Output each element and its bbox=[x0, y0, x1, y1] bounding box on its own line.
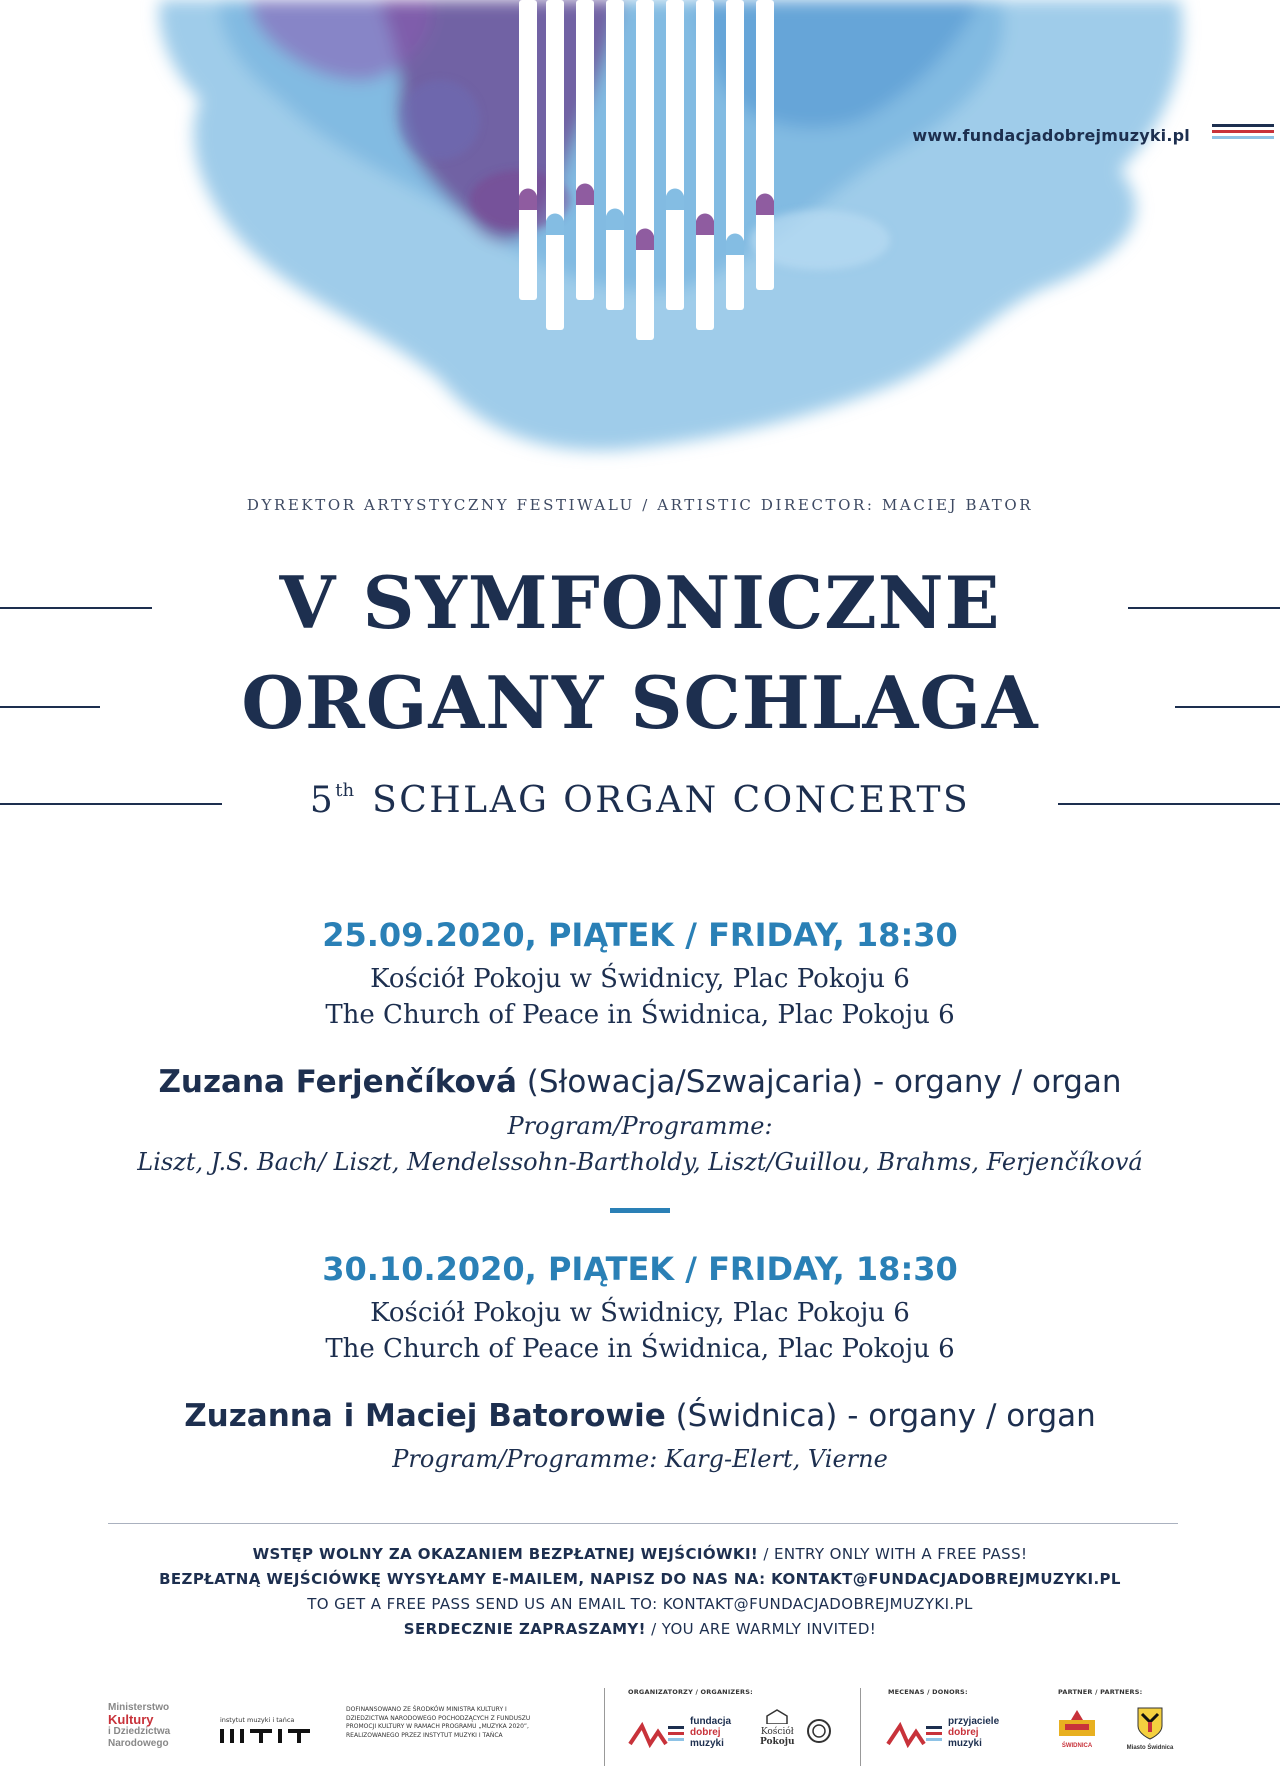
organizer-fundacja-logo: fundacja dobrej muzyki bbox=[628, 1716, 731, 1749]
seal-icon bbox=[806, 1718, 832, 1744]
pdm-logo-icon bbox=[886, 1718, 944, 1748]
footer-divider-1 bbox=[604, 1688, 605, 1766]
organ-pipe bbox=[696, 0, 714, 330]
organ-pipe-mouth bbox=[576, 184, 594, 206]
organ-pipe-mouth bbox=[606, 209, 624, 231]
organizers-label: ORGANIZATORZY / ORGANIZERS: bbox=[628, 1688, 753, 1696]
organ-pipe bbox=[606, 0, 624, 310]
event1-program: Liszt, J.S. Bach/ Liszt, Mendelssohn-Bartholdy, Liszt/Guillou, Brahms, Ferjenčíková bbox=[137, 1148, 1143, 1176]
donor-przyjaciele-logo: przyjaciele dobrej muzyki bbox=[886, 1716, 999, 1749]
fdm-logo-icon bbox=[628, 1718, 686, 1748]
event2-venue-en: The Church of Peace in Świdnica, Plac Pokoju 6 bbox=[325, 1334, 955, 1364]
event1-performer: Zuzana Ferjenčíková (Słowacja/Szwajcaria) - organy / organ bbox=[158, 1064, 1122, 1100]
event2-performer: Zuzanna i Maciej Batorowie (Świdnica) - organy / organ bbox=[184, 1398, 1096, 1434]
event1-program-label: Program/Programme: bbox=[507, 1112, 773, 1140]
footer-divider-2 bbox=[860, 1688, 861, 1766]
organ-pipe bbox=[519, 0, 537, 300]
info-line-email-pl: BEZPŁATNĄ WEJŚCIÓWKĘ WYSYŁAMY E-MAILEM, NAPISZ DO NAS NA: KONTAKT@FUNDACJADOBREJMUZYKI.PL bbox=[159, 1570, 1121, 1588]
website-url[interactable]: www.fundacjadobrejmuzyki.pl bbox=[912, 126, 1190, 145]
ministry-logo: Ministerstwo Kultury i Dziedzictwa Narodowego bbox=[108, 1702, 171, 1749]
organ-pipe-mouth bbox=[756, 194, 774, 216]
imit-logo: instytut muzyki i tańca bbox=[220, 1716, 312, 1750]
organ-pipe bbox=[666, 0, 684, 310]
organizer-kosciol-logo: Kościół Pokoju bbox=[760, 1708, 795, 1747]
swidnica-emblem-icon bbox=[1057, 1708, 1097, 1738]
event1-date: 25.09.2020, PIĄTEK / FRIDAY, 18:30 bbox=[322, 916, 958, 954]
artistic-director-line: DYREKTOR ARTYSTYCZNY FESTIWALU / ARTISTIC DIRECTOR: MACIEJ BATOR bbox=[246, 496, 1034, 514]
organ-pipe-mouth bbox=[519, 189, 537, 211]
festival-subtitle: 5th SCHLAG ORGAN CONCERTS bbox=[309, 780, 971, 821]
partner-swidnica-logo: ŚWIDNICA bbox=[1054, 1708, 1100, 1750]
organ-pipe-mouth bbox=[546, 214, 564, 236]
organ-pipe bbox=[576, 0, 594, 300]
info-line-entry: WSTĘP WOLNY ZA OKAZANIEM BEZPŁATNEJ WEJŚCIÓWKI! / ENTRY ONLY WITH A FREE PASS! bbox=[252, 1545, 1028, 1563]
festival-title-line1: V SYMFONICZNE bbox=[279, 560, 1001, 645]
organ-pipe bbox=[726, 0, 744, 310]
info-line-email-en: TO GET A FREE PASS SEND US AN EMAIL TO: KONTAKT@FUNDACJADOBREJMUZYKI.PL bbox=[307, 1595, 973, 1613]
partners-label: PARTNER / PARTNERS: bbox=[1058, 1688, 1143, 1696]
watercolor-organ-artwork bbox=[0, 0, 1280, 470]
organ-pipe-mouth bbox=[666, 189, 684, 211]
organ-pipe-mouth bbox=[636, 229, 654, 251]
funding-note: DOFINANSOWANO ZE ŚRODKÓW MINISTRA KULTURY I DZIEDZICTWA NARODOWEGO POCHODZĄCYCH Z FUNDUSZU PROMOCJI KULTURY W RAMACH PROGRAMU „MUZYKA 2020”, REALIZOWANEGO PRZEZ INSTYTUT MUZYKI I TAŃCA bbox=[346, 1706, 531, 1739]
organ-pipe-mouth bbox=[726, 234, 744, 256]
organ-pipe bbox=[546, 0, 564, 330]
church-icon bbox=[765, 1708, 789, 1724]
brand-stripes bbox=[1212, 124, 1274, 142]
event2-venue-pl: Kościół Pokoju w Świdnicy, Plac Pokoju 6 bbox=[370, 1298, 910, 1328]
event2-program: Program/Programme: Karg-Elert, Vierne bbox=[392, 1445, 888, 1473]
organ-pipe bbox=[636, 0, 654, 340]
donors-label: MECENAS / DONORS: bbox=[888, 1688, 968, 1696]
info-divider bbox=[108, 1523, 1178, 1524]
partner-miasto-logo: Miasto Świdnica bbox=[1124, 1706, 1176, 1752]
event-separator bbox=[610, 1208, 670, 1213]
event1-venue-pl: Kościół Pokoju w Świdnicy, Plac Pokoju 6 bbox=[370, 964, 910, 994]
festival-title-line2: ORGANY SCHLAGA bbox=[241, 660, 1039, 745]
organ-pipe-mouth bbox=[696, 214, 714, 236]
imit-mark-icon bbox=[220, 1729, 312, 1745]
coat-of-arms-icon bbox=[1136, 1706, 1164, 1740]
event2-date: 30.10.2020, PIĄTEK / FRIDAY, 18:30 bbox=[322, 1250, 958, 1288]
organ-pipe bbox=[756, 0, 774, 290]
info-line-invite: SERDECZNIE ZAPRASZAMY! / YOU ARE WARMLY INVITED! bbox=[403, 1620, 877, 1638]
event1-venue-en: The Church of Peace in Świdnica, Plac Pokoju 6 bbox=[325, 1000, 955, 1030]
